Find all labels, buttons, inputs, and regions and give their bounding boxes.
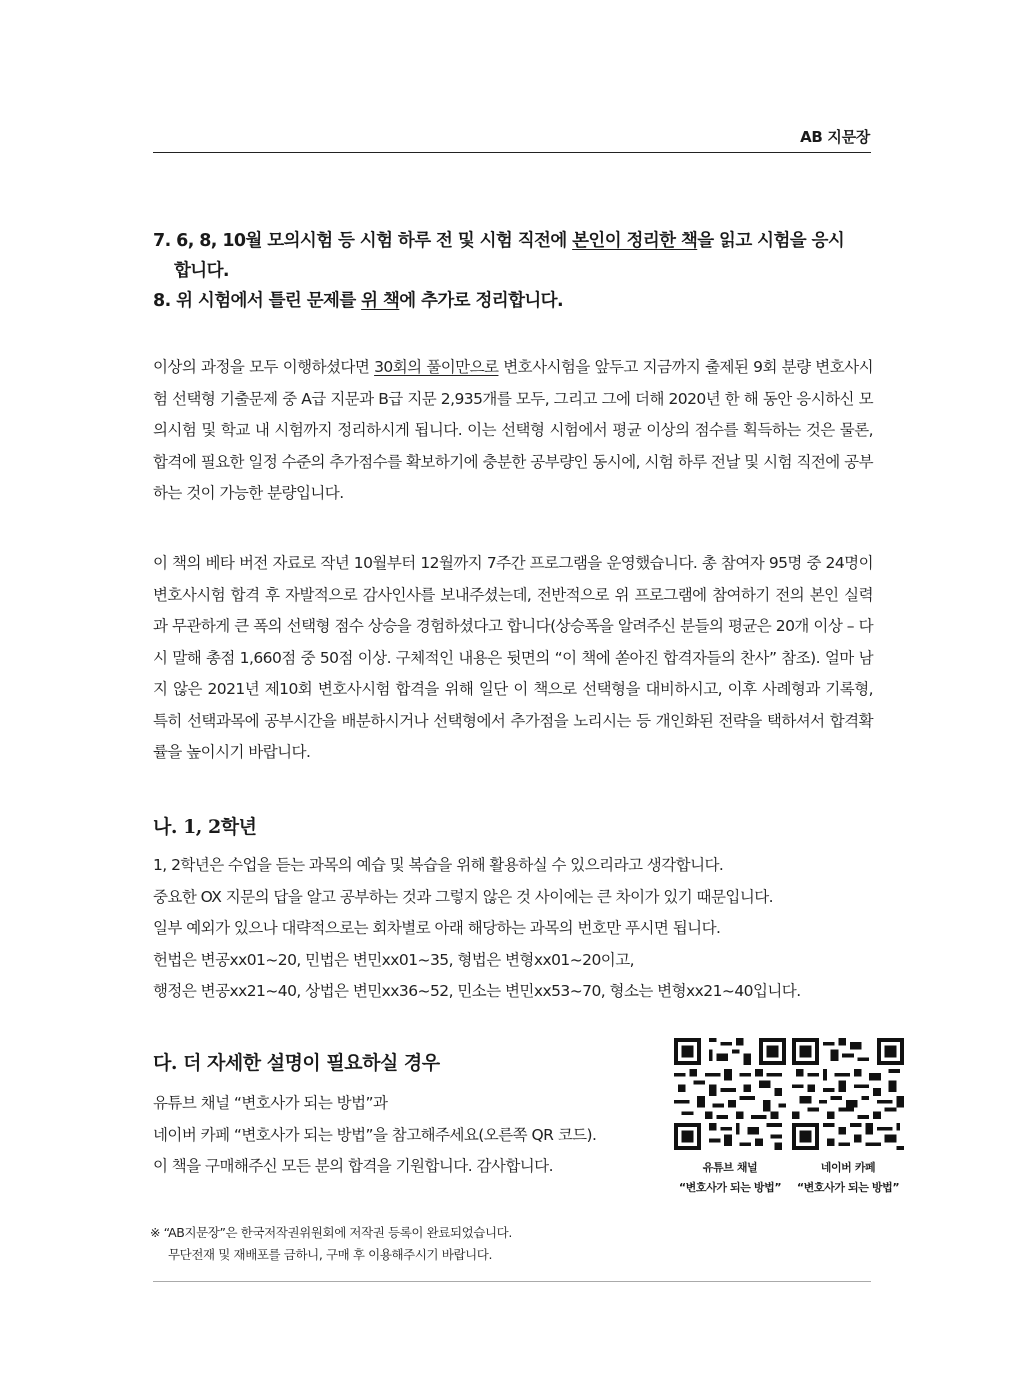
youtube-qr-caption-line1: 유튜브 채널: [702, 1161, 758, 1174]
step-8: [153, 286, 873, 316]
footer-divider: [153, 1281, 871, 1282]
section-da-line: 네이버 카페 “변호사가 되는 방법”을 참고해주세요(오른쪽 QR 코드).: [153, 1125, 597, 1144]
step-7-underline: 본인이 정리한 책: [572, 231, 698, 251]
section-na-line: 중요한 OX 지문의 답을 알고 공부하는 것과 그렇지 않은 것 사이에는 큰 차이가 있기 때문입니다.: [153, 887, 774, 906]
section-na-body: [153, 850, 873, 1008]
header-divider: [153, 152, 871, 153]
step-7-cont: 합니다.: [174, 261, 229, 281]
paragraph-1-text-end: 변호사시험을 앞두고 지금까지 출제된 9회 분량 변호사시험 선택형 기출문제 중 A급 지문과 B급 지문 2,935개를 모두, 그리고 그에 더해 2020년 한 해 동안 응시하신 모의시험 및 학교 내 시험까지 정리하시게 됩니다. 이는 선택형 시험에서 평균 이상의 점수를 획득하는 것은 물론, 합격에 필요한 일정 수준의 추가점수를 확보하기에 충분한 공부량인 동시에, 시험 하루 전날 및 시험 직전에 공부하는 것이 가능한 분량입니다.: [153, 358, 873, 502]
paragraph-1-text: 이상의 과정을 모두 이행하셨다면: [153, 358, 375, 376]
step-7: [153, 226, 873, 256]
naver-qr-caption: [788, 1158, 908, 1198]
section-da-line: 유튜브 채널 “변호사가 되는 방법”과: [153, 1094, 388, 1112]
section-na-line: 1, 2학년은 수업을 듣는 과목의 예습 및 복습을 위해 활용하실 수 있으리라고 생각합니다.: [153, 856, 724, 874]
section-da-body: [153, 1088, 663, 1183]
naver-cafe-qr-code-icon[interactable]: [792, 1036, 904, 1152]
youtube-qr-code-icon[interactable]: [674, 1036, 786, 1152]
step-8-underline: 위 책: [361, 291, 400, 311]
steps-block: [153, 226, 873, 316]
step-8-text: 8. 위 시험에서 틀린 문제를: [153, 291, 362, 311]
section-na-line: 헌법은 변공xx01~20, 민법은 변민xx01~35, 형법은 변형xx01~20이고,: [153, 950, 634, 969]
section-title-da: 다. 더 자세한 설명이 필요하실 경우: [153, 1052, 440, 1074]
step-8-text-end: 에 추가로 정리합니다.: [399, 291, 564, 311]
section-da-line: 이 책을 구매해주신 모든 분의 합격을 기원합니다. 감사합니다.: [153, 1157, 553, 1175]
paragraph-1: [153, 352, 873, 510]
section-na-line: 일부 예외가 있으나 대략적으로는 회차별로 아래 해당하는 과목의 번호만 푸시면 됩니다.: [153, 919, 721, 937]
youtube-qr-caption: [670, 1158, 790, 1198]
paragraph-1-underline: 30회의 풀이만으로: [374, 358, 499, 376]
naver-qr-caption-line2: “변호사가 되는 방법”: [796, 1181, 900, 1194]
naver-qr-caption-line1: 네이버 카페: [820, 1161, 876, 1174]
section-title-na: 나. 1, 2학년: [153, 816, 257, 838]
header-title: AB 지문장: [800, 128, 870, 146]
paragraph-2: 이 책의 베타 버전 자료로 작년 10월부터 12월까지 7주간 프로그램을 운영했습니다. 총 참여자 95명 중 24명이 변호사시험 합격 후 자발적으로 감사인사를 보내주셨는데, 전반적으로 위 프로그램에 참여하기 전의 본인 실력과 무관하게 큰 폭의 선택형 점수 상승을 경험하셨다고 합니다(상승폭을 알려주신 분들의 평균은 20개 이상 – 다시 말해 총점 1,660점 중 50점 이상. 구체적인 내용은 뒷면의 “이 책에 쏟아진 합격자들의 찬사” 참조). 얼마 남지 않은 2021년 제10회 변호사시험 합격을 위해 일단 이 책으로 선택형을 대비하시고, 이후 사례형과 기록형, 특히 선택과목에 공부시간을 배분하시거나 선택형에서 추가점을 노리시는 등 개인화된 전략을 택하셔서 합격확률을 높이시기 바랍니다.: [153, 554, 873, 761]
copyright-note: [150, 1222, 512, 1266]
copyright-note-line1: ※ “AB지문장”은 한국저작권위원회에 저작권 등록이 완료되었습니다.: [150, 1225, 512, 1240]
section-na-line: 행정은 변공xx21~40, 상법은 변민xx36~52, 민소는 변민xx53~70, 형소는 변형xx21~40입니다.: [153, 982, 801, 1000]
youtube-qr-caption-line2: “변호사가 되는 방법”: [678, 1181, 782, 1194]
step-7-text: 7. 6, 8, 10월 모의시험 등 시험 하루 전 및 시험 직전에: [153, 231, 573, 251]
step-7-text-end: 을 읽고 시험을 응시: [697, 231, 845, 251]
copyright-note-line2: 무단전재 및 재배포를 금하니, 구매 후 이용해주시기 바랍니다.: [168, 1247, 493, 1262]
